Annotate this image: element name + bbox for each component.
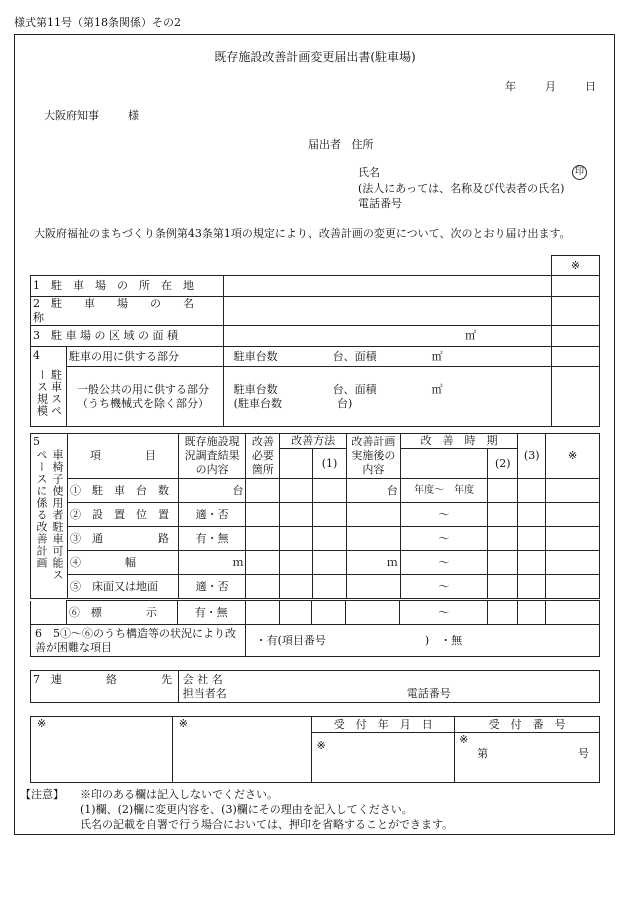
value-name[interactable]: [223, 297, 551, 326]
label-public-use-1: 一般公共の用に供する部分: [76, 382, 209, 396]
period-value: ～: [400, 503, 488, 527]
item-label: ② 設 置 位 置: [68, 503, 179, 527]
label-wheelchair: [31, 434, 68, 599]
receipt-mark-4: ※: [459, 733, 469, 746]
applicant-phone-label: 電話番号: [358, 197, 402, 210]
header-plan: 改善計画実施後の内容: [347, 434, 401, 479]
table-receipt: [30, 716, 600, 783]
form-title: 既存施設改善計画変更届出書(駐車場): [214, 50, 416, 64]
plan-value: [346, 601, 400, 625]
date-year: 年: [505, 80, 516, 93]
value-contact[interactable]: [178, 671, 599, 703]
plan-value: 台: [347, 479, 401, 503]
row4-num: 4: [33, 349, 40, 362]
section5-num: 5: [33, 435, 40, 448]
unit-area: ㎡: [465, 329, 477, 342]
value-public-use-2: (駐車台数 台): [233, 396, 353, 410]
label-area: 3 駐 車 場 の 区 域 の 面 積: [31, 326, 224, 347]
plan-value: [347, 575, 401, 599]
form-number: 様式第11号（第18条関係）その2: [14, 16, 181, 29]
header-mark: ※: [546, 434, 600, 479]
table-site-info: [30, 255, 600, 427]
header-method: 改善方法: [280, 434, 347, 449]
section5-vlabel: 車椅子使用者駐車可能スペースに係る改善計画: [35, 449, 64, 581]
label-name: 2 駐 車 場 の 名 称: [31, 297, 224, 326]
label-public-use: [66, 367, 223, 427]
existing-value: 適・否: [178, 503, 246, 527]
header-existing: 既存施設現況調査結果の内容: [178, 434, 246, 479]
mark-header: ※: [552, 256, 600, 276]
receipt-dai: 第: [477, 747, 489, 760]
label-contact: 7 連 絡 先: [31, 671, 179, 703]
receipt-date-label: 受 付 年 月 日: [312, 717, 455, 733]
addressee-honorific: 様: [128, 109, 139, 122]
table-contact: [30, 670, 600, 703]
contact-person: 担当者名: [182, 686, 227, 700]
header-period-sub: (2): [488, 449, 518, 479]
value-public-use-1: 駐車台数 台、面積 ㎡: [233, 382, 443, 396]
receipt-number-value: [455, 733, 600, 783]
receipt-mark-3: ※: [316, 739, 326, 752]
value-parking-use[interactable]: 駐車台数 台、面積 ㎡: [223, 347, 551, 367]
receipt-mark-2: ※: [172, 717, 312, 783]
existing-value: 台: [178, 479, 246, 503]
period-value: ～: [400, 527, 488, 551]
period-value: 年度～ 年度: [400, 479, 488, 503]
contact-phone: 電話番号: [406, 686, 451, 700]
header-period: 改 善 時 期: [400, 434, 517, 449]
table-improvement-plan: [30, 433, 600, 623]
table-improvement-plan-cont: [30, 600, 600, 657]
seal-icon: 印: [572, 165, 587, 180]
contact-company: 会 社 名: [182, 672, 223, 686]
addressee-name: 大阪府知事: [44, 109, 99, 122]
applicant-label: 届出者: [308, 138, 341, 151]
applicant-address: [308, 136, 374, 152]
plan-value: ｍ: [347, 551, 401, 575]
label-difficult-items: 6 5①～⑥のうち構造等の状況により改善が困難な項目: [31, 625, 246, 657]
date-day: 日: [585, 80, 596, 93]
period-value: ～: [400, 575, 488, 599]
item-label: ④ 幅: [68, 551, 179, 575]
receipt-go: 号: [578, 747, 589, 760]
period-value: ～: [400, 551, 488, 575]
row4-vlabel: 駐車スペース規模: [35, 369, 63, 417]
applicant-name-label: 氏名: [358, 166, 380, 179]
receipt-mark-1: ※: [31, 717, 173, 783]
seal-mark: [572, 164, 587, 180]
note-line-3: 氏名の記載を自署で行う場合においては、押印を省略することができます。: [80, 818, 454, 831]
notes-label: 【注意】: [20, 788, 64, 801]
label-parking-scale: [31, 347, 67, 427]
label-parking-use: 駐車の用に供する部分: [66, 347, 223, 367]
header-needed: 改善必要箇所: [246, 434, 280, 479]
plan-value: [347, 527, 401, 551]
label-public-use-2: （うち機械式を除く部分）: [76, 396, 209, 410]
note-line-2: (1)欄、(2)欄に変更内容を、(3)欄にその理由を記入してください。: [80, 803, 413, 816]
plan-value: [347, 503, 401, 527]
value-difficult-items[interactable]: ・有(項目番号 ) ・無: [245, 625, 599, 657]
item-label: ③ 通 路: [68, 527, 179, 551]
value-area[interactable]: [223, 326, 551, 347]
applicant-note: (法人にあっては、名称及び代表者の氏名): [358, 182, 565, 195]
existing-value: 有・無: [178, 527, 246, 551]
item-label: ⑤ 床面又は地面: [68, 575, 179, 599]
item-label: ⑥ 標 示: [66, 601, 177, 625]
value-location[interactable]: [223, 276, 551, 297]
addressee: [44, 107, 139, 123]
applicant-address-label: 住所: [351, 138, 374, 151]
receipt-date-value: [312, 733, 455, 783]
existing-value: ｍ: [178, 551, 246, 575]
header-item: 項 目: [68, 434, 179, 479]
header-method-sub: (1): [313, 449, 347, 479]
item-label: ① 駐 車 台 数: [68, 479, 179, 503]
period-value: ～: [400, 601, 488, 625]
date-line: [505, 78, 596, 94]
note-line-1: ※印のある欄は記入しないでください。: [80, 788, 278, 801]
receipt-number-label: 受 付 番 号: [455, 717, 600, 733]
date-month: 月: [545, 80, 556, 93]
intro-text: 大阪府福祉のまちづくり条例第43条第1項の規定により、改善計画の変更について、次のとおり届け出ます。: [34, 227, 571, 240]
value-public-use[interactable]: [223, 367, 551, 427]
label-location: 1 駐 車 場 の 所 在 地: [31, 276, 224, 297]
existing-value: 適・否: [178, 575, 246, 599]
header-reason: (3): [518, 434, 546, 479]
existing-value: 有・無: [177, 601, 245, 625]
